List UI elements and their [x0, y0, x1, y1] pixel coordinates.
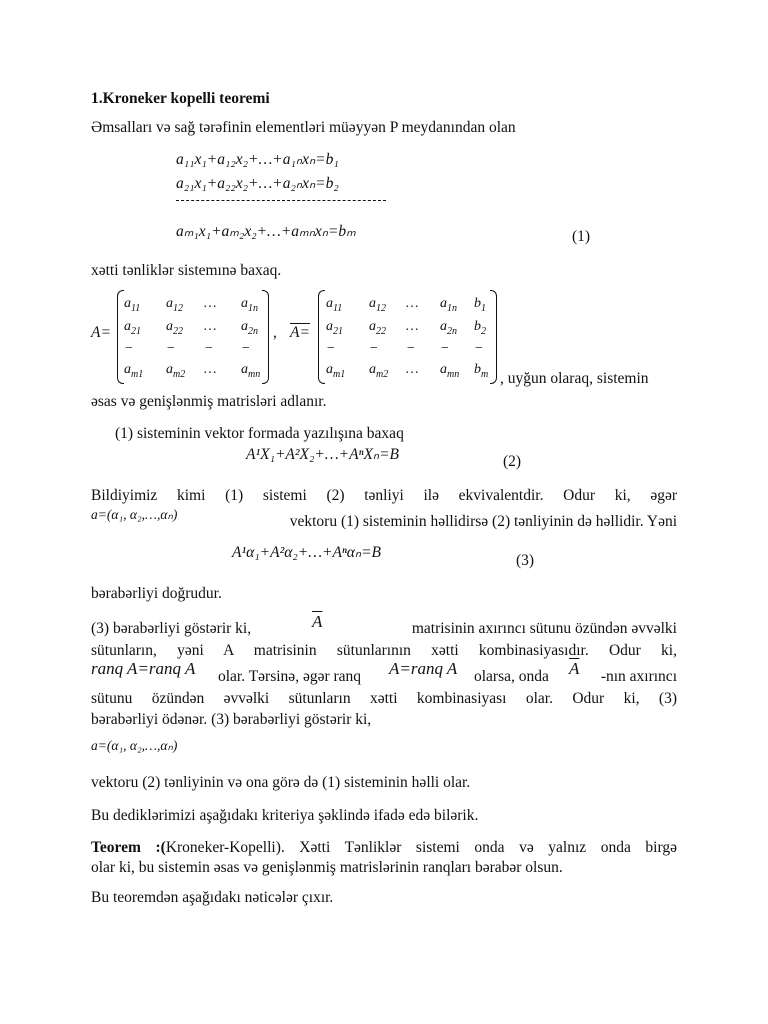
matrix-Abar-cell-3-2: −	[369, 341, 379, 356]
paragraph-1-line-1: Bildiyimiz kimi (1) sistemi (2) tənliyi ilə ekvivalentdir. Odur ki, əgər	[91, 487, 677, 504]
matrix-Abar-left-paren	[318, 290, 325, 384]
matrix-A-cell-2-2: $a_{22}$	[166, 319, 183, 337]
vector-a-1: a=(α₁, α₂,…,αₙ)	[91, 507, 178, 522]
theorem-text-1: Kroneker-Kopelli). Xətti Tənliklər sistemi onda və yalnız onda birgə	[165, 839, 677, 856]
matrix-Abar-label: A=	[290, 324, 310, 341]
theorem-line-2: olar ki, bu sistemin əsas və genişlənmiş matrislərinin ranqları bərabər olsun.	[91, 859, 563, 876]
matrix-A-cell-1-3: …	[204, 296, 217, 311]
paragraph-2-line-3b: olarsa, onda	[474, 668, 549, 685]
matrix-A-cell-2-4: $a_{2n}$	[241, 319, 258, 337]
abar-inline-2: $\overline{A}$	[569, 659, 580, 678]
paragraph-2-line-1b: matrisinin axırıncı sütunu özündən əvvəlki	[411, 620, 677, 637]
matrix-Abar-cell-2-3: …	[406, 319, 419, 334]
matrix-Abar-cell-2-5: $b_2$	[474, 319, 486, 337]
paragraph-2-line-3a: olar. Tərsinə, əgər ranq	[218, 668, 362, 685]
matrix-Abar-cell-3-5: −	[474, 341, 484, 356]
matrices-after-text: əsas və genişlənmiş matrisləri adlanır.	[91, 393, 327, 410]
matrix-Abar-cell-1-1: $a_{11}$	[326, 296, 343, 314]
matrix-A-cell-3-4: −	[241, 341, 251, 356]
matrix-Abar-cell-2-1: $a_{21}$	[326, 319, 343, 337]
rank-equality-1: ranq A=ranq A	[91, 659, 196, 678]
matrix-Abar-cell-3-3: −	[406, 341, 416, 356]
rank-equality-2: A=ranq A	[389, 659, 458, 678]
theorem-line-1	[91, 837, 677, 858]
paragraph-3: vektoru (2) tənliyinin və ona görə də (1) sisteminin həlli olar.	[91, 774, 471, 791]
equation-2: A¹X₁+A²X₂+…+AⁿXₙ=B	[246, 446, 400, 463]
paragraph-1-line-2: vektoru (1) sisteminin həllidirsə (2) tənliyinin də həllidir. Yəni	[289, 513, 677, 530]
matrix-A-cell-1-2: $a_{12}$	[166, 296, 183, 314]
equation-label-1: (1)	[572, 228, 591, 245]
matrix-A-cell-2-1: $a_{21}$	[124, 319, 141, 337]
matrix-A-right-paren	[262, 290, 269, 384]
paragraph-2-line-5: bərabərliyi ödənər. (3) bərabərliyi göstərir ki,	[91, 711, 372, 728]
matrix-Abar-cell-1-5: $b_1$	[474, 296, 486, 314]
matrix-Abar-right-paren	[490, 290, 497, 384]
system-row-1: a₁₁x₁+a₁₂x₂+…+a₁ₙxₙ=b₁	[176, 151, 339, 168]
equation-3: A¹α₁+A²α₂+…+Aⁿαₙ=B	[232, 544, 382, 561]
equation-label-2: (2)	[503, 453, 522, 470]
paragraph-2-line-3c: -nın axırıncı	[600, 668, 677, 685]
matrix-Abar-cell-4-2: $a_{m2}$	[369, 362, 389, 380]
matrix-Abar-cell-1-4: $a_{1n}$	[440, 296, 457, 314]
vector-intro-text: (1) sisteminin vektor formada yazılışına baxaq	[115, 425, 404, 442]
matrix-Abar-cell-1-3: …	[406, 296, 419, 311]
matrix-Abar-cell-2-2: $a_{22}$	[369, 319, 386, 337]
matrix-Abar-cell-4-4: $a_{mn}$	[440, 362, 460, 380]
section-heading: 1.Kroneker kopelli teoremi	[91, 90, 270, 107]
after-system-text: xətti tənliklər sistemınə baxaq.	[91, 262, 282, 279]
paragraph-2-line-1a: (3) bərabərliyi göstərir ki,	[91, 620, 252, 637]
paragraph-2-line-2: sütunların, yəni A matrisinin sütunlarının xətti kombinasiyasıdır. Odur ki,	[91, 642, 677, 659]
matrix-Abar-cell-2-4: $a_{2n}$	[440, 319, 457, 337]
matrix-A-cell-4-2: $a_{m2}$	[166, 362, 186, 380]
matrix-Abar-cell-3-1: −	[326, 341, 336, 356]
matrix-A-cell-1-4: $a_{1n}$	[241, 296, 258, 314]
paragraph-2-line-4: sütunu özündən əvvəlki sütunların xətti kombinasiyası olar. Odur ki, (3)	[91, 690, 677, 707]
matrix-A-cell-4-1: $a_{m1}$	[124, 362, 144, 380]
theorem-label: Teorem :(	[91, 839, 166, 856]
paragraph-4: Bu dediklərimizi aşağıdakı kriteriya şəklində ifadə edə bilərik.	[91, 807, 479, 824]
final-text: Bu teoremdən aşağıdakı nəticələr çıxır.	[91, 889, 334, 906]
matrix-Abar-cell-4-1: $a_{m1}$	[326, 362, 346, 380]
matrix-trailing-text: , uyğun olaraq, sistemin	[500, 370, 649, 387]
matrix-A-cell-3-1: −	[124, 341, 134, 356]
system-row-2: a₂₁x₁+a₂₂x₂+…+a₂ₙxₙ=b₂	[176, 175, 339, 192]
matrix-Abar-cell-4-5: $b_m$	[474, 362, 489, 380]
matrix-A-cell-2-3: …	[204, 319, 217, 334]
matrix-Abar-cell-3-4: −	[440, 341, 450, 356]
matrix-A-cell-1-1: $a_{11}$	[124, 296, 141, 314]
matrix-A-cell-3-2: −	[166, 341, 176, 356]
matrix-A-cell-4-3: …	[204, 362, 217, 377]
matrix-Abar-cell-4-3: …	[406, 362, 419, 377]
equation-3-after-text: bərabərliyi doğrudur.	[91, 585, 222, 602]
abar-inline-1: $\overline{A}$	[312, 612, 323, 631]
equation-label-3: (3)	[516, 552, 535, 569]
matrix-comma: ,	[273, 324, 277, 341]
intro-text: Əmsalları və sağ tərəfinin elementləri müəyyən P meydanından olan	[91, 119, 516, 136]
matrix-A-label: A=	[91, 324, 111, 341]
matrix-A-cell-3-3: −	[204, 341, 214, 356]
matrix-A-cell-4-4: $a_{mn}$	[241, 362, 261, 380]
matrix-A-left-paren	[117, 290, 124, 384]
system-row-m: aₘ₁x₁+aₘ₂x₂+…+aₘₙxₙ=bₘ	[176, 223, 356, 240]
vector-a-2: a=(α₁, α₂,…,αₙ)	[91, 738, 178, 753]
matrix-Abar-cell-1-2: $a_{12}$	[369, 296, 386, 314]
system-dashes	[176, 200, 386, 201]
